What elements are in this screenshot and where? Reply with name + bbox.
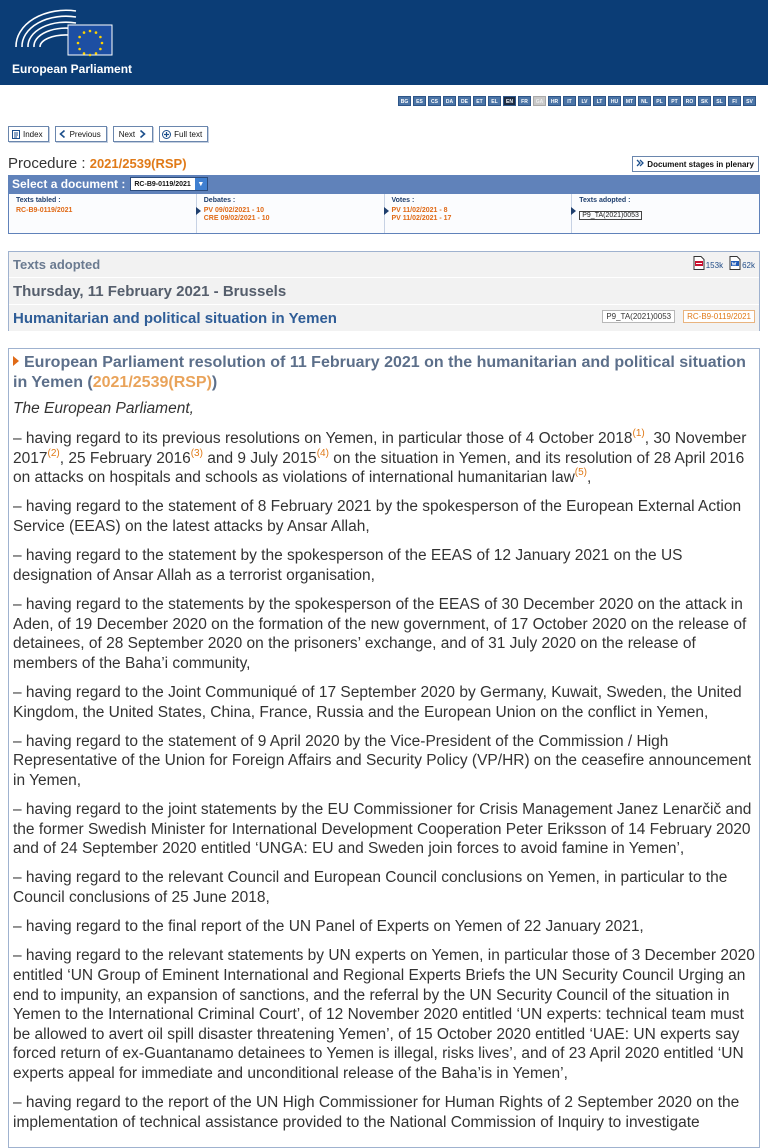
language-button-sl[interactable]: SL xyxy=(713,96,726,106)
procedure-stages xyxy=(8,193,760,234)
language-button-de[interactable]: DE xyxy=(458,96,471,106)
resolution-ref-link[interactable]: 2021/2539(RSP) xyxy=(92,374,212,391)
double-chevron-right-icon xyxy=(636,159,644,169)
language-button-hr[interactable]: HR xyxy=(548,96,561,106)
document-navigation xyxy=(8,126,208,142)
footnote-link[interactable]: (5) xyxy=(574,467,588,479)
citation-paragraph: – having regard to the relevant statements by UN experts on Yemen, in particular those of 3 December 2020 entitled ‘UN Group of Eminent International and Regional Experts Briefs the UN Security Council Urging an end to impunity, an expansion of sanctions, and the referral by the UN Security Council of the situation in Yemen to the International Criminal Court’, of 12 November 2020 entitled ‘UN experts: technical team must be allowed to avert oil spill disaster threatening Yemen’, of 15 October 2020 entitled ‘UAE: UN experts say forced return of ex-Guantanamo detainees to Yemen is illegal, risks lives’, and of 23 April 2020 entitled ‘UN experts appeal for immediate and unconditional release of the Baha’is in Yemen’, xyxy=(13,947,755,1082)
citation-paragraph: – having regard to the statement of 9 April 2020 by the Vice-President of the Commission / High Representative of the Union for Foreign Affairs and Security Policy (VP/HR) on the ceasefire announcement in Yemen, xyxy=(13,732,752,789)
site-header xyxy=(0,0,768,85)
citation-paragraph: – having regard to the report of the UN High Commissioner for Human Rights of 2 September 2020 on the implementation of technical assistance provided to the National Commission of Inquiry to investigate xyxy=(13,1094,740,1131)
stage-arrow-icon xyxy=(384,207,389,215)
full-text-label: Full text xyxy=(174,129,203,139)
language-button-mt[interactable]: MT xyxy=(623,96,636,106)
resolution-content xyxy=(8,348,760,1148)
stage-link[interactable]: PV 09/02/2021 - 10 xyxy=(203,207,265,214)
language-button-ro[interactable]: RO xyxy=(683,96,696,106)
language-button-bg[interactable]: BG xyxy=(398,96,411,106)
document-stages-label: Document stages in plenary xyxy=(647,159,754,169)
download-links xyxy=(693,256,755,270)
citation-text: and 9 July 2015 xyxy=(202,449,317,467)
texts-adopted-ref: P9_TA(2021)0053 xyxy=(602,310,675,323)
resolution-title-end: ) xyxy=(211,374,218,391)
language-button-et[interactable]: ET xyxy=(473,96,486,106)
stage-link[interactable]: RC-B9-0119/2021 xyxy=(16,207,73,214)
stage-title: Votes : xyxy=(391,197,415,204)
stage-title: Texts tabled : xyxy=(16,197,61,204)
procedure-ref-link[interactable]: 2021/2539(RSP) xyxy=(89,156,187,171)
language-button-sk[interactable]: SK xyxy=(698,96,711,106)
select-document-label: Select a document : xyxy=(12,177,126,191)
citation-text: – having regard to its previous resolutions on Yemen, in particular those of 4 October 2018 xyxy=(13,430,633,447)
document-title: Humanitarian and political situation in Yemen xyxy=(13,309,337,327)
stage-title: Texts adopted : xyxy=(579,197,631,204)
language-button-lt[interactable]: LT xyxy=(593,96,606,106)
resolution-intro: The European Parliament, xyxy=(13,400,194,417)
word-icon xyxy=(729,256,741,270)
plus-circle-icon xyxy=(162,130,171,139)
resolution-title-text: European Parliament resolution of 11 February 2021 on the humanitarian and political situation in Yemen ( xyxy=(13,354,746,391)
citation-paragraph: – having regard to the Joint Communiqué of 17 September 2020 by Germany, Kuwait, Sweden, the United Kingdom, the United States, China, France, Russia and the European Union on the conflict in Yemen, xyxy=(13,683,742,721)
european-parliament-logo[interactable] xyxy=(12,3,116,61)
stage-link[interactable]: CRE 09/02/2021 - 10 xyxy=(203,215,270,222)
document-date-row xyxy=(9,278,759,305)
stage-arrow-icon xyxy=(571,207,576,215)
footnote-link[interactable]: (1) xyxy=(632,428,645,439)
resolution-title xyxy=(13,353,755,393)
citation-paragraph: – having regard to the statement of 8 February 2021 by the spokesperson of the European External Action Service (EEAS) on the latest attacks by Ansar Allah, xyxy=(13,498,742,535)
document-refs xyxy=(602,310,755,323)
next-button[interactable] xyxy=(113,126,153,142)
pdf-size: 153k xyxy=(705,261,724,270)
stage-debates xyxy=(197,194,385,233)
stage-texts-tabled xyxy=(9,194,197,233)
language-button-da[interactable]: DA xyxy=(443,96,456,106)
chevron-down-icon[interactable]: ▼ xyxy=(195,178,207,190)
document-title-row xyxy=(9,305,759,332)
citation-text: on the situation in Yemen, and its resolution of 28 April 2016 on attacks on hospitals and schools as violations of international humanitarian law xyxy=(13,449,745,487)
chevron-left-icon xyxy=(58,130,67,139)
language-button-ga: GA xyxy=(533,96,546,106)
footnote-link[interactable]: (4) xyxy=(316,447,329,459)
language-button-nl[interactable]: NL xyxy=(638,96,651,106)
citation-paragraph: – having regard to the statement by the spokesperson of the EEAS of 12 January 2021 on the US designation of Ansar Allah as a terrorist organisation, xyxy=(13,547,683,584)
language-button-hu[interactable]: HU xyxy=(608,96,621,106)
language-button-pl[interactable]: PL xyxy=(653,96,666,106)
index-button[interactable] xyxy=(8,126,49,142)
language-button-lv[interactable]: LV xyxy=(578,96,591,106)
document-icon xyxy=(11,130,20,139)
language-button-it[interactable]: IT xyxy=(563,96,576,106)
stage-votes xyxy=(385,194,573,233)
pdf-icon xyxy=(693,256,705,270)
stage-link[interactable]: PV 11/02/2021 - 17 xyxy=(391,215,452,222)
citation-paragraph: – having regard to the joint statements by the EU Commissioner for Crisis Management Janez Lenarčič and the former Swedish Minister for International Development Cooperation Peter Eriksson of 14 February 2020 and of 24 September 2020 entitled ‘UNGA: EU and Sweden join forces to avoid famine in Yemen’, xyxy=(13,801,752,858)
document-select-value: RC-B9-0119/2021 xyxy=(134,180,191,188)
word-download[interactable] xyxy=(729,256,755,270)
language-button-sv[interactable]: SV xyxy=(743,96,756,106)
previous-button[interactable] xyxy=(55,126,107,142)
document-header xyxy=(8,251,760,331)
language-button-fi[interactable]: FI xyxy=(728,96,741,106)
citation-text: , 30 November 2017 xyxy=(13,430,747,467)
citation-paragraph: – having regard to the relevant Council and European Council conclusions on Yemen, in particular to the Council conclusions of 25 June 2018, xyxy=(13,869,728,907)
word-size: 62k xyxy=(742,261,755,270)
language-button-cs[interactable]: CS xyxy=(428,96,441,106)
stage-arrow-icon xyxy=(196,207,201,215)
language-button-fr[interactable]: FR xyxy=(518,96,531,106)
language-button-el[interactable]: EL xyxy=(488,96,501,106)
language-selector xyxy=(398,96,756,106)
footnote-link[interactable]: (3) xyxy=(190,447,203,459)
citation-text: , xyxy=(587,469,592,487)
pdf-download[interactable] xyxy=(693,256,723,270)
document-select[interactable] xyxy=(130,177,207,191)
citation-paragraph xyxy=(13,429,755,488)
chevron-right-icon xyxy=(138,130,147,139)
stage-title: Debates : xyxy=(203,197,236,204)
document-type: Texts adopted xyxy=(13,257,101,272)
document-type-row xyxy=(9,252,759,278)
previous-label: Previous xyxy=(69,129,101,139)
current-stage-ref: P9_TA(2021)0053 xyxy=(579,211,642,220)
procedure-heading xyxy=(8,155,187,172)
stage-link[interactable]: PV 11/02/2021 - 8 xyxy=(391,207,448,214)
footnote-link[interactable]: (2) xyxy=(47,447,60,459)
citation-paragraph: – having regard to the final report of the UN Panel of Experts on Yemen of 22 January 2021, xyxy=(13,918,644,936)
procedure-label: Procedure : xyxy=(8,155,90,172)
citation-paragraph: – having regard to the statements by the spokesperson of the EEAS of 30 December 2020 on the attack in Aden, of 19 December 2020 on the formation of the new government, of 17 October 2020 on the release of detainees, of 28 September 2020 on the prisoners’ exchange, and of 31 July 2020 on the release of members of the Baha’i community, xyxy=(13,595,747,672)
full-text-button[interactable] xyxy=(159,126,208,142)
stage-texts-adopted xyxy=(572,194,759,233)
motion-ref-link[interactable]: RC-B9-0119/2021 xyxy=(683,310,755,323)
document-date: Thursday, 11 February 2021 - Brussels xyxy=(13,282,287,300)
document-stages-button[interactable] xyxy=(632,156,759,172)
language-button-pt[interactable]: PT xyxy=(668,96,681,106)
triangle-right-icon xyxy=(13,356,19,366)
org-name: European Parliament xyxy=(12,62,133,76)
citation-text: , 25 February 2016 xyxy=(59,449,191,467)
language-button-en[interactable]: EN xyxy=(503,96,516,106)
index-label: Index xyxy=(23,129,43,139)
select-document-bar xyxy=(8,175,760,193)
next-label: Next xyxy=(118,129,136,139)
language-button-es[interactable]: ES xyxy=(413,96,426,106)
